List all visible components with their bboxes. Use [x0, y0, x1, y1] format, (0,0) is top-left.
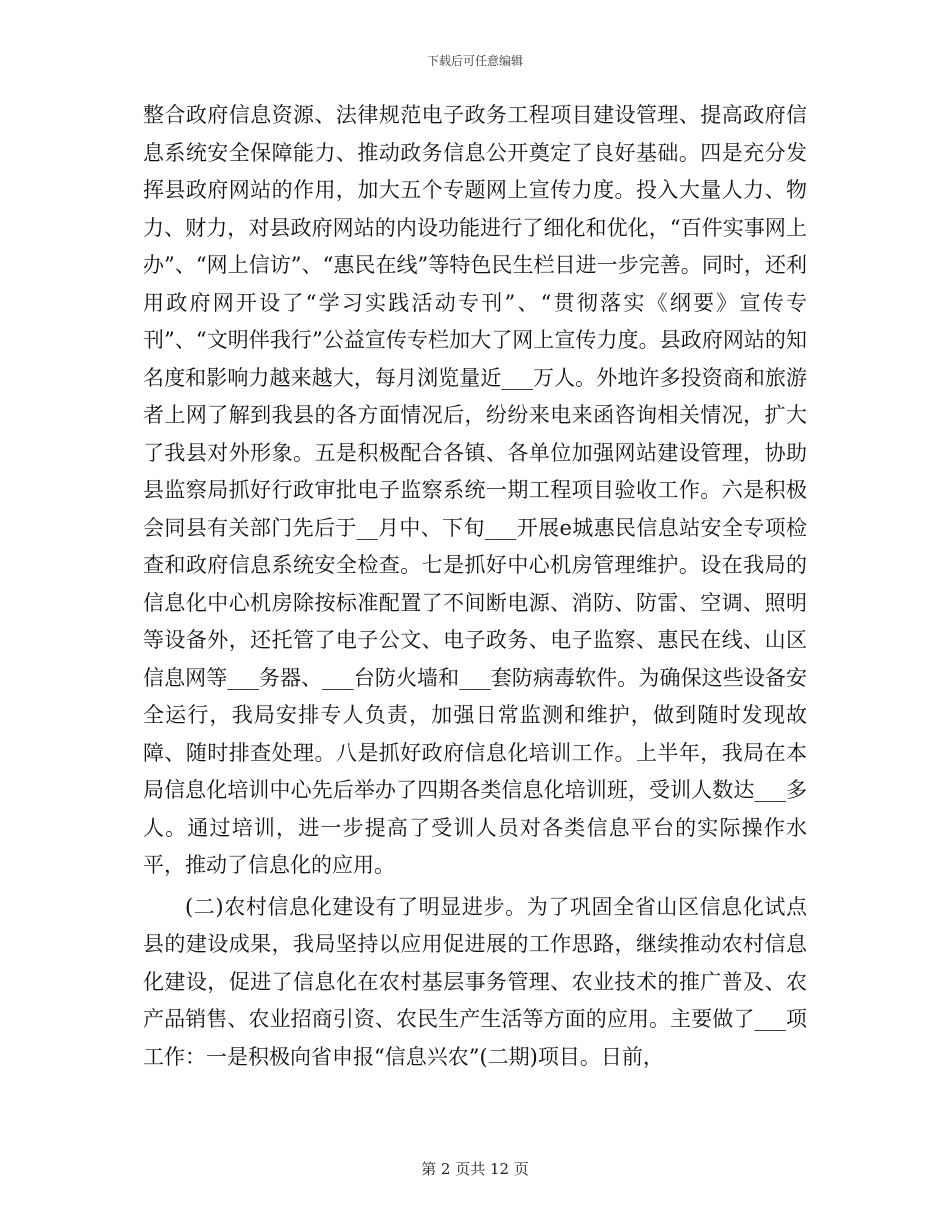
page-number-footer: 第 2 页共 12 页	[421, 1160, 529, 1178]
paragraph-continued: 整合政府信息资源、法律规范电子政务工程项目建设管理、提高政府信息系统安全保障能力、推动政务信息公开奠定了良好基础。四是充分发挥县政府网站的作用，加大五个专题网上宣传力度。投入大量人力、物力、财力，对县政府网站的内设功能进行了细化和优化，“百件实事网上办”、“网上信访”、“惠民在线”等特色民生栏目进一步完善。同时，还利用政府网开设了“学习实践活动专刊”、“贯彻落实《纲要》宣传专刊”、“文明伴我行”公益宣传专栏加大了网上宣传力度。县政府网站的知名度和影响力越来越大，每月浏览量近___万人。外地许多投资商和旅游者上网了解到我县的各方面情况后，纷纷来电来函咨询相关情况，扩大了我县对外形象。五是积极配合各镇、各单位加强网站建设管理，协助县监察局抓好行政审批电子监察系统一期工程项目验收工作。六是积极会同县有关部门先后于__月中、下旬___开展e城惠民信息站安全专项检查和政府信息系统安全检查。七是抓好中心机房管理维护。设在我局的信息化中心机房除按标准配置了不间断电源、消防、防雷、空调、照明等设备外，还托管了电子公文、电子政务、电子监察、惠民在线、山区信息网等___务器、___台防火墙和___套防病毒软件。为确保这些设备安全运行，我局安排专人负责，加强日常监测和维护，做到随时发现故障、随时排查处理。八是抓好政府信息化培训工作。上半年，我局在本局信息化培训中心先后举办了四期各类信息化培训班，受训人数达___多人。通过培训，进一步提高了受训人员对各类信息平台的实际操作水平，推动了信息化的应用。	[143, 103, 807, 877]
document-body	[143, 97, 807, 1076]
page-header-note: 下载后可任意编辑	[426, 54, 523, 68]
paragraph-rural-informatization: (二)农村信息化建设有了明显进步。为了巩固全省山区信息化试点县的建设成果，我局坚持以应用促进展的工作思路，继续推动农村信息化建设，促进了信息化在农村基层事务管理、农业技术的推广普及、农产品销售、农业招商引资、农民生产生活等方面的应用。主要做了___项工作：一是积极向省申报“信息兴农”(二期)项目。日前，	[143, 894, 807, 1069]
